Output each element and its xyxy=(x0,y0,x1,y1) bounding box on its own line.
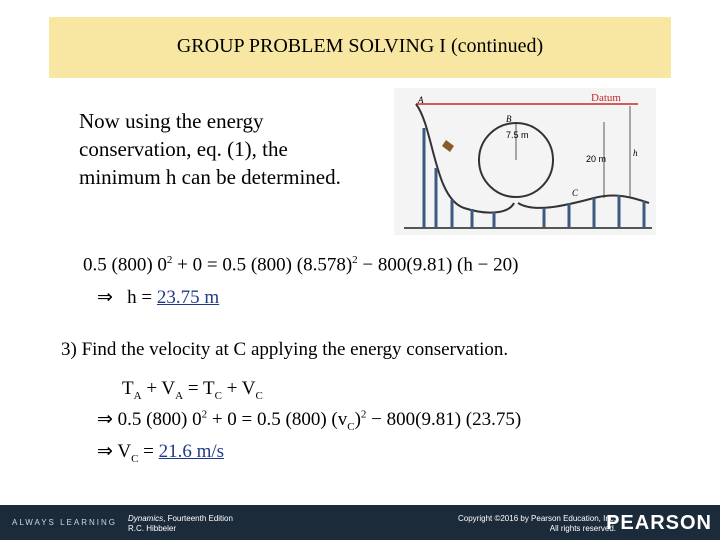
copyright-info xyxy=(458,514,616,534)
energy-sub-a1: A xyxy=(133,389,142,402)
result-h-prefix: h = xyxy=(127,287,157,308)
eq2-exp-a: 2 xyxy=(201,408,208,421)
energy-t-a: T xyxy=(122,378,134,399)
datum-label: Datum xyxy=(591,92,621,104)
height-label: 20 m xyxy=(586,154,607,164)
radius-label: 7.5 m xyxy=(506,130,529,140)
result-h-value: 23.75 m xyxy=(156,287,220,308)
step-3-text: 3) Find the velocity at C applying the energy conservation. xyxy=(61,339,509,360)
roller-coaster-figure xyxy=(394,88,656,235)
intro-line-3: minimum h can be determined. xyxy=(79,165,341,189)
title-banner xyxy=(49,17,671,78)
pearson-logo: PEARSON xyxy=(606,512,712,534)
eq2-sub-c: C xyxy=(347,420,355,433)
eq1-exp-b: 2 xyxy=(352,254,358,266)
eq2-part-d: − 800(9.81) (23.75) xyxy=(366,409,522,430)
intro-line-2: conservation, eq. (1), the xyxy=(79,137,288,161)
book-info xyxy=(128,514,233,534)
equation-2 xyxy=(97,408,521,433)
point-a-label: A xyxy=(418,95,424,105)
intro-text xyxy=(79,107,341,191)
energy-sub-c2: C xyxy=(255,389,263,402)
energy-sub-c1: C xyxy=(214,389,222,402)
energy-plus-1: + V xyxy=(141,378,176,399)
book-title: Dynamics xyxy=(128,514,164,523)
result-h xyxy=(97,286,219,309)
h-label: h xyxy=(633,148,638,158)
energy-sub-a2: A xyxy=(175,389,184,402)
eq1-exp-a: 2 xyxy=(166,254,173,266)
result-vc-value: 21.6 m/s xyxy=(158,441,225,462)
implies-arrow: ⇒ xyxy=(97,441,113,462)
slide-title: GROUP PROBLEM SOLVING I (continued) xyxy=(176,35,544,57)
rights-text: All rights reserved. xyxy=(549,524,616,533)
point-b-label: B xyxy=(506,114,512,124)
eq2-part-b: + 0 = 0.5 (800) (v xyxy=(207,409,348,430)
eq2-exp-c: 2 xyxy=(360,408,367,421)
result-vc-equals: = xyxy=(138,441,159,462)
eq2-part-c: ) xyxy=(354,409,361,430)
eq1-part-b: + 0 = 0.5 (800) (8.578) xyxy=(172,254,353,276)
copyright-text: Copyright ©2016 by Pearson Education, Inc. xyxy=(458,514,616,523)
implies-arrow: ⇒ xyxy=(97,409,113,430)
figure-background xyxy=(394,88,656,235)
eq1-part-a: 0.5 (800) 0 xyxy=(83,254,167,276)
footer-bar xyxy=(0,505,720,540)
result-vc-sub: C xyxy=(131,452,139,465)
result-vc-symbol: V xyxy=(112,441,132,462)
book-author: R.C. Hibbeler xyxy=(128,524,177,533)
always-learning-text: ALWAYS LEARNING xyxy=(12,518,117,527)
book-edition: , Fourteenth Edition xyxy=(163,514,233,523)
point-c-label: C xyxy=(572,188,579,198)
equation-1 xyxy=(83,254,518,276)
energy-equation xyxy=(122,378,263,402)
eq1-part-c: − 800(9.81) (h − 20) xyxy=(357,254,519,276)
eq2-part-a: 0.5 (800) 0 xyxy=(112,409,202,430)
intro-line-1: Now using the energy xyxy=(79,109,264,133)
result-vc xyxy=(97,440,224,465)
energy-equals: = T xyxy=(183,378,215,399)
implies-arrow: ⇒ xyxy=(97,287,113,308)
energy-plus-2: + V xyxy=(221,378,256,399)
